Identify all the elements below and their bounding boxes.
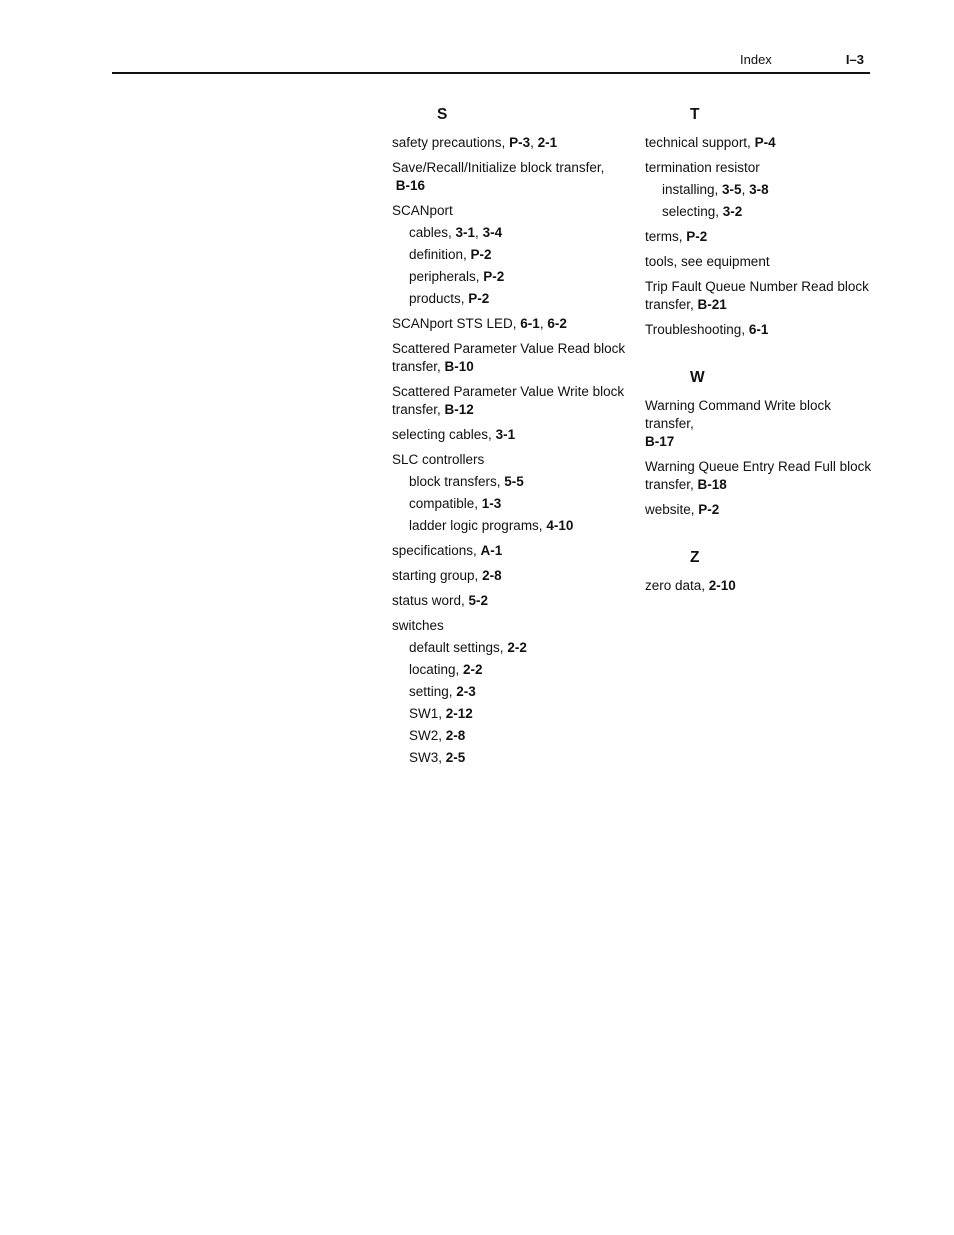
index-section-w — [645, 369, 873, 519]
index-subentry — [662, 203, 873, 221]
index-subentry — [409, 683, 627, 701]
index-term: specifications, — [392, 543, 481, 558]
entry-line — [645, 228, 873, 246]
entry-line — [392, 202, 627, 220]
page-reference: 2-8 — [445, 728, 466, 743]
index-entry — [392, 340, 627, 376]
entry-line — [392, 451, 627, 469]
entry-line — [645, 397, 873, 451]
section-letter: Z — [690, 549, 700, 566]
page-reference: 5-2 — [468, 593, 489, 608]
page-reference: 4-10 — [546, 518, 574, 533]
index-entry — [392, 202, 627, 308]
index-term: website, — [645, 502, 699, 517]
page-reference: 2-2 — [463, 662, 483, 677]
index-term: SLC controllers — [392, 452, 485, 467]
index-entry — [392, 617, 627, 767]
page-reference: B-12 — [444, 402, 474, 417]
index-entry — [392, 592, 627, 610]
page-reference: 2-10 — [708, 578, 736, 593]
index-entry — [392, 134, 627, 152]
page-reference: P-2 — [468, 291, 490, 306]
page-reference: 3-5 — [722, 182, 742, 197]
index-term: cables, — [409, 225, 456, 240]
page-reference: 6-1 — [748, 322, 769, 337]
index-entry — [392, 315, 627, 333]
subentry-list — [645, 181, 873, 221]
index-term: starting group, — [392, 568, 483, 583]
entry-line — [645, 253, 873, 271]
entry-line — [645, 321, 873, 339]
section-letter: S — [437, 106, 448, 123]
page-reference: 2-1 — [537, 135, 558, 150]
index-subentry: cables, 3-1, 3-4 — [409, 225, 503, 240]
page-reference: 3-4 — [482, 225, 503, 240]
index-entry — [645, 228, 873, 246]
index-term: Scattered Parameter Value Write block transfer, — [392, 384, 625, 417]
index-section-t — [645, 106, 873, 339]
page-reference: P-3 — [509, 135, 531, 150]
page-reference: 6-1 — [520, 316, 540, 331]
index-entry — [392, 542, 627, 560]
index-term: peripherals, — [409, 269, 484, 284]
index-subentry — [409, 246, 627, 264]
page-reference: 3-8 — [749, 182, 769, 197]
index-term: default settings, — [409, 640, 508, 655]
page-reference: B-17 — [645, 434, 675, 449]
index-entry — [645, 253, 873, 271]
page-reference: B-18 — [697, 477, 727, 492]
entry-line — [392, 383, 627, 419]
index-entry — [392, 426, 627, 444]
index-term: technical support, — [645, 135, 755, 150]
page-reference: 2-12 — [445, 706, 473, 721]
entry-line — [392, 159, 627, 195]
index-entry — [392, 159, 627, 195]
index-term: compatible, — [409, 496, 482, 511]
index-entry — [645, 577, 873, 595]
index-subentry — [409, 290, 627, 308]
index-subentry — [409, 473, 627, 491]
index-term: Troubleshooting, — [645, 322, 749, 337]
index-term: Trip Fault Queue Number Read block transfer, — [645, 279, 869, 312]
index-term: definition, — [409, 247, 471, 262]
index-subentry — [409, 705, 627, 723]
index-subentry — [409, 517, 627, 535]
page-reference: 2-2 — [507, 640, 527, 655]
index-subentry — [409, 639, 627, 657]
entry-line — [392, 592, 627, 610]
index-entry — [392, 451, 627, 535]
index-term: locating, — [409, 662, 464, 677]
index-section-s — [392, 106, 627, 767]
index-term: selecting, — [662, 204, 723, 219]
index-entry — [645, 397, 873, 451]
index-subentry — [409, 495, 627, 513]
index-subentry — [409, 661, 627, 679]
index-term: switches — [392, 618, 444, 633]
index-entry — [645, 458, 873, 494]
entry-line — [645, 134, 873, 152]
index-term: ladder logic programs, — [409, 518, 547, 533]
index-term: Warning Command Write block transfer, — [645, 398, 832, 431]
index-term: SW2, — [409, 728, 446, 743]
entry-line — [392, 340, 627, 376]
page-reference: P-2 — [470, 247, 492, 262]
index-term: products, — [409, 291, 469, 306]
page-reference: P-2 — [483, 269, 505, 284]
index-subentry — [409, 749, 627, 767]
index-entry — [645, 159, 873, 221]
index-term: Scattered Parameter Value Read block transfer, — [392, 341, 626, 374]
index-column-right — [645, 106, 873, 625]
entry-line — [645, 159, 873, 177]
page-reference: B-16 — [395, 178, 426, 193]
page-reference: B-10 — [444, 359, 474, 374]
section-letter: W — [690, 369, 705, 386]
page-reference: 2-8 — [482, 568, 502, 583]
running-head: Index — [740, 52, 772, 67]
index-term: SW3, — [409, 750, 446, 765]
page-reference: 3-1 — [455, 225, 476, 240]
index-section-z — [645, 549, 873, 595]
page-reference: 2-3 — [456, 684, 476, 699]
page-reference: 1-3 — [481, 496, 502, 511]
index-term: tools, see equipment — [645, 254, 770, 269]
index-term: Save/Recall/Initialize block transfer, — [392, 160, 605, 175]
page-header — [112, 50, 870, 74]
entry-line: safety precautions, P-3, 2-1 — [392, 135, 558, 150]
index-term: block transfers, — [409, 474, 505, 489]
index-term: status word, — [392, 593, 469, 608]
index-term: setting, — [409, 684, 457, 699]
subentry-list — [392, 639, 627, 767]
page-reference: 3-2 — [722, 204, 743, 219]
index-term: SCANport — [392, 203, 453, 218]
section-letter: T — [690, 106, 700, 123]
index-subentry — [409, 268, 627, 286]
index-entry — [392, 383, 627, 419]
subentry-list — [392, 473, 627, 535]
entry-line — [645, 501, 873, 519]
entry-line — [392, 567, 627, 585]
page-reference: P-2 — [698, 502, 720, 517]
index-column-left — [392, 106, 627, 797]
index-entry — [645, 278, 873, 314]
index-term: zero data, — [645, 578, 709, 593]
entry-line — [645, 577, 873, 595]
index-term: Warning Queue Entry Read Full block transfer, — [645, 459, 872, 492]
page-reference: P-4 — [754, 135, 776, 150]
index-term: terms, — [645, 229, 687, 244]
index-term: SCANport STS LED, — [392, 316, 521, 331]
index-entry — [645, 501, 873, 519]
index-subentry — [409, 727, 627, 745]
index-entry — [645, 321, 873, 339]
page-reference: 2-5 — [445, 750, 466, 765]
page-number: I–3 — [845, 52, 864, 67]
index-subentry: installing, 3-5, 3-8 — [662, 182, 769, 197]
entry-line — [392, 617, 627, 635]
index-term: installing, — [662, 182, 723, 197]
subentry-list — [392, 224, 627, 308]
index-term: termination resistor — [645, 160, 760, 175]
entry-line — [392, 542, 627, 560]
entry-line — [645, 458, 873, 494]
page-reference: A-1 — [480, 543, 503, 558]
page-reference: 3-1 — [495, 427, 516, 442]
page-reference: B-21 — [697, 297, 727, 312]
index-term: safety precautions, — [392, 135, 510, 150]
index-entry — [392, 567, 627, 585]
entry-line — [392, 426, 627, 444]
page-reference: P-2 — [686, 229, 708, 244]
index-entry — [645, 134, 873, 152]
index-term: selecting cables, — [392, 427, 496, 442]
entry-line: SCANport STS LED, 6-1, 6-2 — [392, 316, 567, 331]
entry-line — [645, 278, 873, 314]
page-reference: 6-2 — [547, 316, 567, 331]
index-term: SW1, — [409, 706, 446, 721]
page-reference: 5-5 — [504, 474, 524, 489]
